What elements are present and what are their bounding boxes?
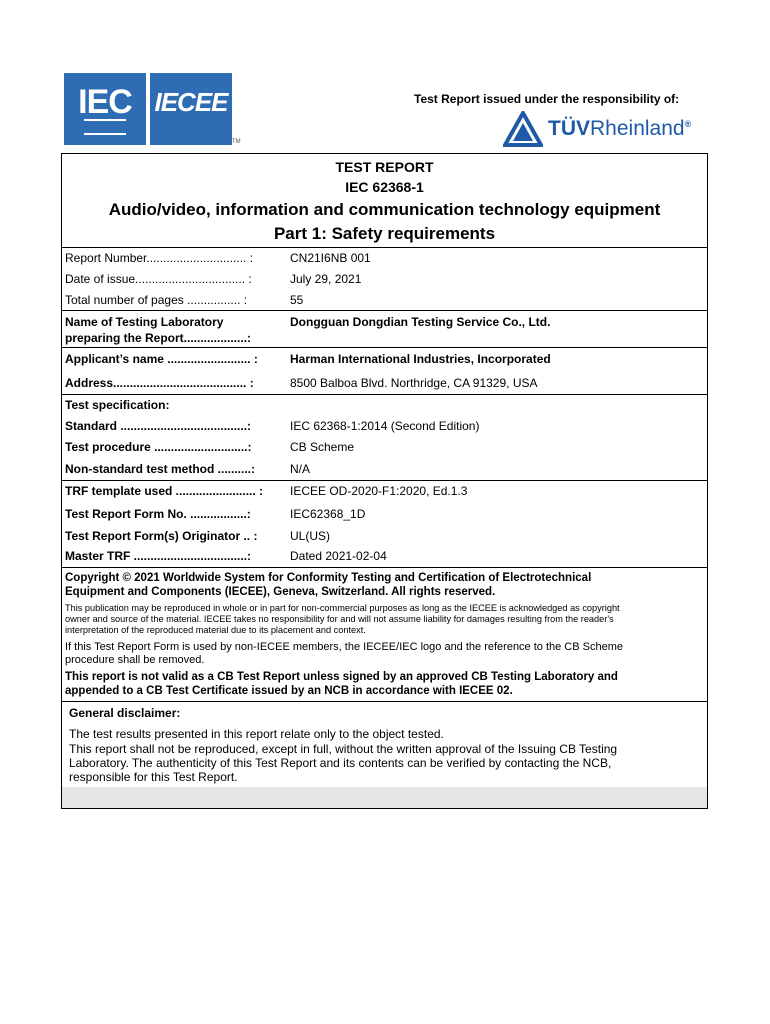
divider [61,347,708,348]
date-value: July 29, 2021 [290,272,362,286]
registered-mark: ® [684,119,692,129]
report-number-label: Report Number.............................. : [65,251,254,265]
address-label: Address........................................ : [65,376,254,390]
lab-label-line2: preparing the Report...................: [65,331,252,345]
publication-line1: This publication may be reproduced in whole or in part for non-commercial purposes as long as the IECEE is acknowledged as copyright [65,603,620,613]
originator-value: UL(US) [290,529,331,543]
divider [61,567,708,568]
publication-line3: interpretation of the reproduced material due to its placement and context. [65,625,366,635]
test-spec-label: Test specification: [65,398,170,412]
pages-label: Total number of pages ................ : [65,293,248,307]
master-trf-label: Master TRF ..................................: [65,549,252,563]
copyright-line2: Equipment and Components (IECEE), Geneva, Switzerland. All rights reserved. [65,586,496,598]
iec-logo-mark [84,119,126,135]
trf-form-value: IEC62368_1D [290,507,366,521]
copyright-line1: Copyright © 2021 Worldwide System for Conformity Testing and Certification of Electrotechnical [65,572,592,584]
tuv-rheinland-wordmark [548,117,691,141]
date-label: Date of issue................................. : [65,272,252,286]
nonmember-line2: procedure shall be removed. [65,654,205,666]
trf-template-value: IECEE OD-2020-F1:2020, Ed.1.3 [290,484,468,498]
lab-value: Dongguan Dongdian Testing Service Co., Ltd. [290,315,551,329]
main-title: Audio/video, information and communication technology equipment [108,200,661,219]
divider [61,394,708,395]
validity-line2: appended to a CB Test Certificate issued by an NCB in accordance with IECEE 02. [65,685,513,697]
standard-label: Standard ......................................: [65,419,252,433]
divider [61,480,708,481]
pages-value: 55 [290,293,304,307]
iecee-logo [150,73,232,145]
applicant-value: Harman International Industries, Incorporated [290,352,551,366]
standard-value: IEC 62368-1:2014 (Second Edition) [290,419,480,433]
disclaimer-line4: responsible for this Test Report. [69,770,238,784]
tuv-triangle-icon [503,111,543,147]
iec-logo [64,73,146,145]
disclaimer-line3: Laboratory. The authenticity of this Test Report and its contents can be verified by contacting the NCB, [69,756,612,770]
originator-label: Test Report Form(s) Originator .. : [65,529,258,543]
nonstandard-value: N/A [290,462,311,476]
trademark-mark: TM [232,139,241,145]
address-value: 8500 Balboa Blvd. Northridge, CA 91329, USA [290,376,538,390]
part-title: Part 1: Safety requirements [273,224,496,243]
nonmember-line1: If this Test Report Form is used by non-IECEE members, the IECEE/IEC logo and the reference to the CB Scheme [65,641,623,653]
procedure-label: Test procedure ............................: [65,440,252,454]
divider [61,247,708,248]
master-trf-value: Dated 2021-02-04 [290,549,387,563]
trf-form-label: Test Report Form No. .................: [65,507,251,521]
responsibility-label: Test Report issued under the responsibility of: [414,92,680,106]
divider [61,701,708,702]
report-title: TEST REPORT [335,159,434,175]
nonstandard-label: Non-standard test method ..........: [65,462,256,476]
tuv-rheinland-logo [503,111,703,149]
applicant-label: Applicant’s name ......................... : [65,352,258,366]
divider [61,310,708,311]
report-number-value: CN21I6NB 001 [290,251,371,265]
lab-label-line1: Name of Testing Laboratory [65,315,224,329]
tuv-brand-bold: TÜV [548,117,590,140]
disclaimer-line1: The test results presented in this report relate only to the object tested. [69,727,444,741]
footer-gray-bar [62,787,707,808]
validity-line1: This report is not valid as a CB Test Report unless signed by an approved CB Testing Laboratory and [65,671,618,683]
trf-template-label: TRF template used ........................ : [65,484,264,498]
iec-logo-text: IEC [78,83,132,121]
report-standard: IEC 62368-1 [345,179,424,195]
procedure-value: CB Scheme [290,440,355,454]
disclaimer-line2: This report shall not be reproduced, except in full, without the written approval of the Issuing CB Testing [69,742,618,756]
iecee-logo-text: IECEE [154,87,228,117]
publication-line2: owner and source of the material. IECEE takes no responsibility for and will not assume liability for damages resulting from the reader's [65,614,614,624]
disclaimer-title: General disclaimer: [69,706,181,720]
tuv-brand-light: Rheinland [590,117,685,140]
